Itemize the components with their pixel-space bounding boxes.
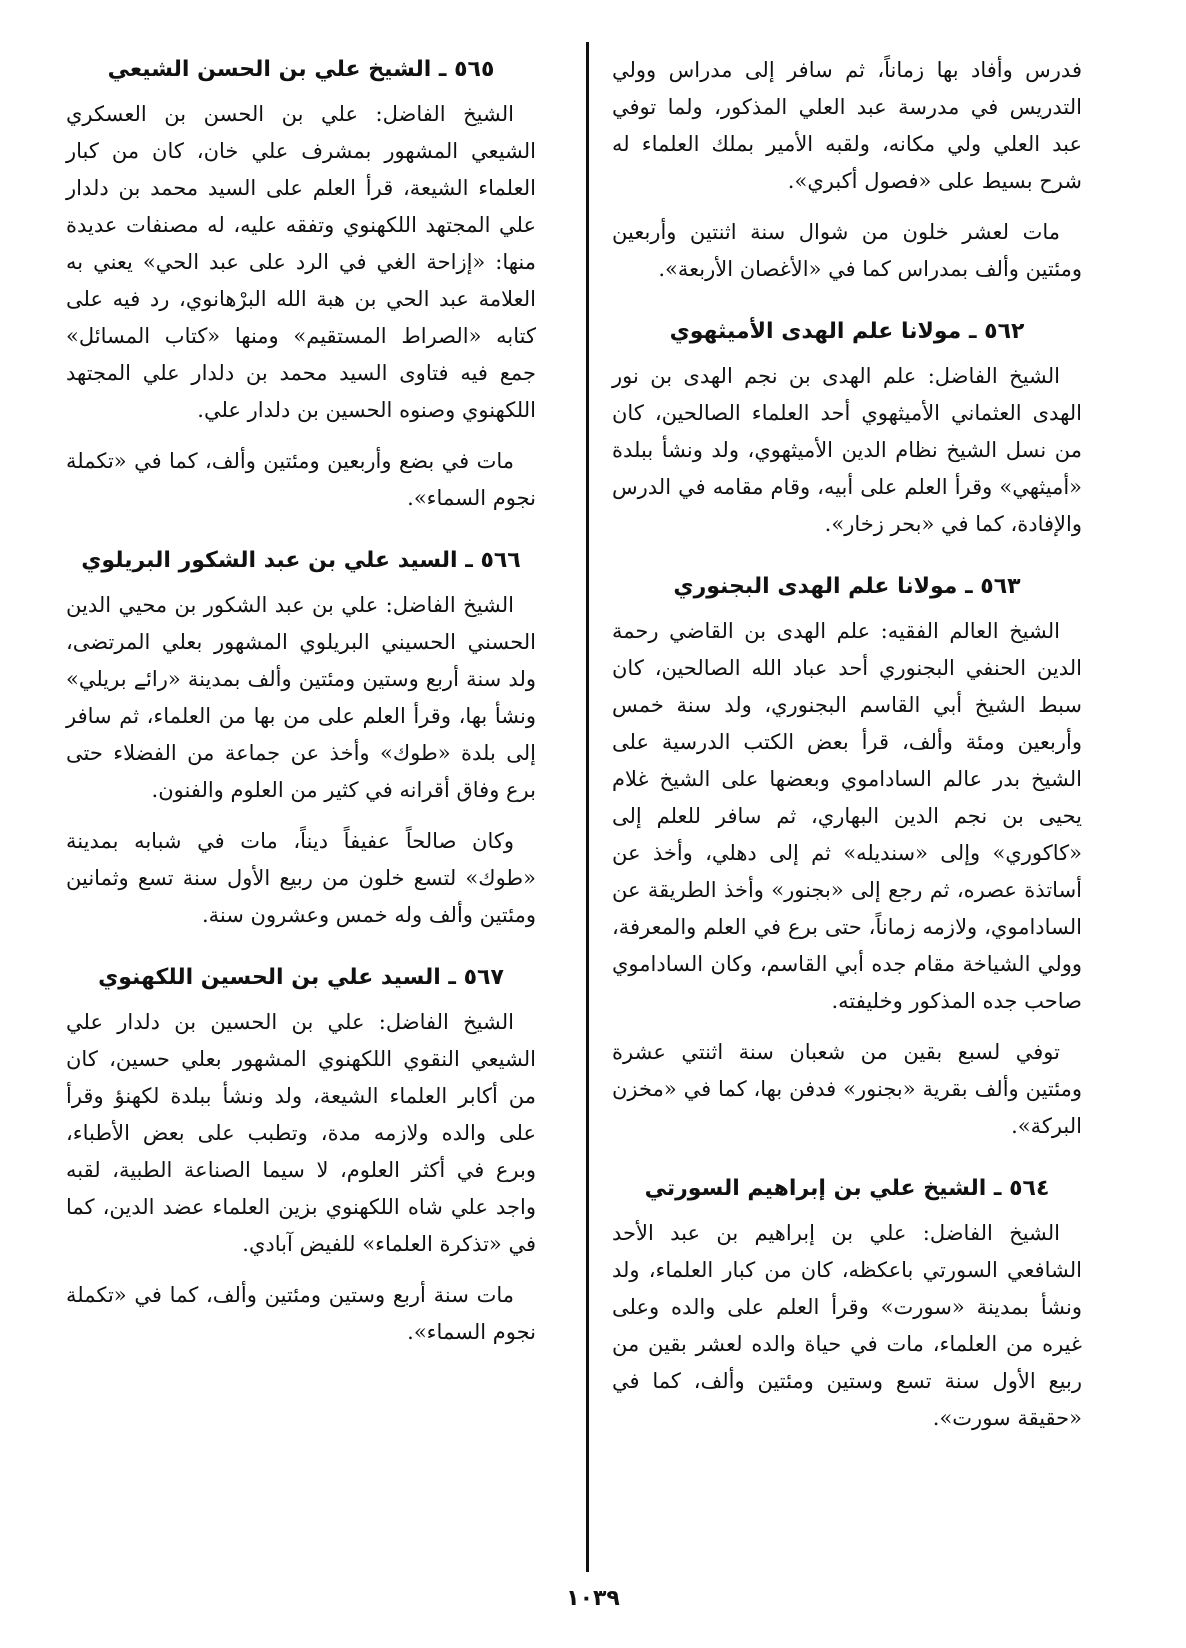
paragraph: توفي لسبع بقين من شعبان سنة اثنتي عشرة ومئتين وألف بقرية «بجنور» فدفن بها، كما في «مخزن البركة». [612,1040,1082,1138]
entry-562 [612,314,1082,543]
left-column [66,52,536,1377]
entry-heading: ٥٦٦ ـ السيد علي بن عبد الشكور البريلوي [81,548,521,573]
paragraph: الشيخ الفاضل: علي بن الحسين بن دلدار علي الشيعي النقوي اللكهنوي المشهور بعلي حسين، كان من أكابر العلماء الشيعة، ولد ونشأ ببلدة لكهنؤ وقرأ على والده ولازمه مدة، وتطبب على بعض الأطباء، وبرع في أكثر العلوم، لا سيما الصناعة الطبية، لقبه واجد علي شاه اللكهنوي بزين العلماء عضد الدين، كما في «تذكرة العلماء» للفيض آبادي. [66,1010,536,1256]
entry-566 [66,543,536,934]
entry-heading: ٥٦٤ ـ الشيخ علي بن إبراهيم السورتي [644,1176,1050,1201]
paragraph: وكان صالحاً عفيفاً ديناً، مات في شبابه بمدينة «طوك» لتسع خلون من ربيع الأول سنة تسع وثمانين ومئتين وألف وله خمس وعشرون سنة. [66,829,536,927]
paragraph: مات لعشر خلون من شوال سنة اثنتين وأربعين ومئتين وألف بمدراس كما في «الأغصان الأربعة». [612,220,1082,281]
paragraph: الشيخ الفاضل: علم الهدى بن نجم الهدى بن نور الهدى العثماني الأميثهوي أحد العلماء الصالحين، كان من نسل الشيخ نظام الدين الأميثهوي، ولد ونشأ ببلدة «أميثهي» وقرأ العلم على أبيه، وقام مقامه في الدرس والإفادة، كما في «بحر زخار». [612,364,1082,536]
entry-563 [612,569,1082,1145]
paragraph: الشيخ الفاضل: علي بن عبد الشكور بن محيي الدين الحسني الحسيني البريلوي المشهور بعلي المرتضى، ولد سنة أربع وستين ومئتين وألف بمدينة «رائے بريلي» ونشأ بها، وقرأ العلم على من بها من العلماء، ثم سافر إلى بلدة «طوك» وأخذ عن جماعة من الفضلاء حتى برع وفاق أقرانه في كثير من العلوم والفنون. [66,593,536,802]
entry-heading: ٥٦٧ ـ السيد علي بن الحسين اللكهنوي [98,965,504,990]
entry-continuation [612,52,1082,288]
paragraph: الشيخ الفاضل: علي بن الحسن بن العسكري الشيعي المشهور بمشرف علي خان، كان من كبار العلماء الشيعة، قرأ العلم على السيد محمد بن دلدار علي المجتهد اللكهنوي وتفقه عليه، له مصنفات عديدة منها: «إزاحة الغي في الرد على عبد الحي» يعني به العلامة عبد الحي بن هبة الله البرْهانوي، رد فيه على كتابه «الصراط المستقيم» ومنها «كتاب المسائل» جمع فيه فتاوى السيد محمد بن دلدار علي المجتهد اللكهنوي وصنوه الحسين بن دلدار علي. [66,102,536,422]
entry-heading: ٥٦٥ ـ الشيخ علي بن الحسن الشيعي [107,57,495,82]
entry-heading: ٥٦٢ ـ مولانا علم الهدى الأميثهوي [669,319,1025,344]
paragraph: مات في بضع وأربعين ومئتين وألف، كما في «تكملة نجوم السماء». [66,449,536,510]
page-number: ١٠٣٩ [566,1586,620,1611]
right-column [612,52,1082,1463]
paragraph: فدرس وأفاد بها زماناً، ثم سافر إلى مدراس وولي التدريس في مدرسة عبد العلي المذكور، ولما توفي عبد العلي ولي مكانه، ولقبه الأمير بملك العلماء له شرح بسيط على «فصول أكبري». [612,58,1082,193]
paragraph: الشيخ العالم الفقيه: علم الهدى بن القاضي رحمة الدين الحنفي البجنوري أحد عباد الله الصالحين، كان سبط الشيخ أبي القاسم البجنوري، ولد سنة خمس وأربعين ومئة وألف، قرأ بعض الكتب الدرسية على الشيخ بدر عالم الساداموي وبعضها على الشيخ غلام يحيى بن نجم الدين البهاري، ثم سافر للعلم إلى «كاكوري» وإلى «سنديله» ثم إلى دهلي، وأخذ عن أساتذة عصره، ثم رجع إلى «بجنور» وأخذ الطريقة عن الساداموي، ولازمه زماناً، حتى برع في العلم والمعرفة، وولي الشياخة مقام جده أبي القاسم، وكان الساداموي صاحب جده المذكور وخليفته. [612,619,1082,1013]
paragraph: الشيخ الفاضل: علي بن إبراهيم بن عبد الأحد الشافعي السورتي باعكظه، كان من كبار العلماء، ولد ونشأ بمدينة «سورت» وقرأ العلم على والده وعلى غيره من العلماء، مات في حياة والده لعشر بقين من ربيع الأول سنة تسع وستين ومئتين وألف، كما في «حقيقة سورت». [612,1221,1082,1430]
entry-567 [66,960,536,1351]
paragraph: مات سنة أربع وستين ومئتين وألف، كما في «تكملة نجوم السماء». [66,1283,536,1344]
entry-564 [612,1171,1082,1437]
column-divider [586,42,589,1572]
entry-565 [66,52,536,517]
entry-heading: ٥٦٣ ـ مولانا علم الهدى البجنوري [673,574,1021,599]
